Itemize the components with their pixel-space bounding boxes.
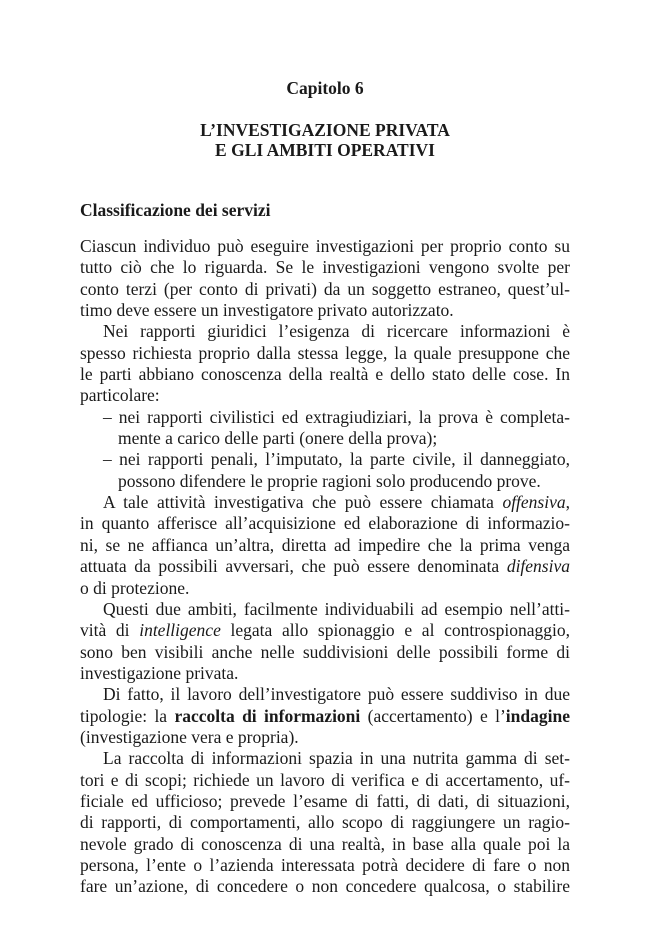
section-heading: Classificazione dei servizi (80, 200, 271, 220)
text-fragment: legata allo spionaggio e al controspionaggio, (220, 620, 570, 641)
text-line: o di protezione. (80, 577, 190, 598)
text-line: spesso richiesta proprio dalla stessa legge, la quale presuppone che (80, 342, 570, 363)
chapter-label: Capitolo 6 (286, 78, 364, 98)
chapter-title-line-1: L’INVESTIGAZIONE PRIVATA (200, 120, 450, 140)
text-line: Nei rapporti giuridici l’esigenza di ricercare informazioni è (103, 321, 570, 342)
text-line (80, 492, 570, 513)
text-line: sono ben visibili anche nelle suddivisioni delle possibili forme di (80, 641, 570, 662)
text-line: ficiale ed ufficioso; prevede l’esame di fatti, di dati, di situazioni, (80, 790, 570, 811)
text-line: Ciascun individuo può eseguire investigazioni per proprio conto su (80, 236, 570, 256)
text-line: tori e di scopi; richiede un lavoro di verifica e di accertamento, uf- (80, 769, 570, 790)
text-line: timo deve essere un investigatore privato autorizzato. (80, 300, 454, 321)
text-line (80, 556, 570, 577)
text-line (80, 620, 570, 641)
text-line: fare un’azione, di concedere o non concedere qualcosa, o stabilire (80, 876, 570, 897)
text-line (80, 706, 570, 727)
text-line: persona, l’ente o l’azienda interessata potrà decidere di fare o non (80, 854, 570, 875)
text-line: Questi due ambiti, facilmente individuabili ad esempio nell’atti- (103, 598, 570, 619)
text-line: nevole grado di conoscenza di una realtà, in base alla quale poi la (80, 833, 570, 854)
text-line: investigazione privata. (80, 662, 239, 683)
text-line: particolare: (80, 385, 160, 406)
text-line: le parti abbiano conoscenza della realtà e dello stato delle cose. In (80, 364, 570, 385)
text-fragment: attuata da possibili avversari, che può essere denominata (80, 556, 507, 577)
text-line: conto terzi (per conto di privati) da un soggetto estraneo, quest’ul- (80, 278, 570, 299)
italic-term: difensiva (506, 556, 570, 577)
bold-term: indagine (505, 705, 570, 726)
text-line: ni, se ne affianca un’altra, diretta ad impedire che la prima venga (80, 534, 570, 555)
text-line: di rapporti, di comportamenti, allo scopo di raggiungere un ragio- (80, 812, 570, 833)
italic-term: intelligence (139, 620, 221, 641)
text-line: tutto ciò che lo riguarda. Se le investigazioni vengono svolte per (80, 257, 570, 278)
chapter-title-line-2: E GLI AMBITI OPERATIVI (215, 140, 435, 160)
chapter-title (80, 120, 570, 160)
list-item-continuation: possono difendere le proprie ragioni solo producendo prove. (118, 470, 541, 491)
text-line: La raccolta di informazioni spazia in una nutrita gamma di set- (103, 748, 570, 769)
body-text (80, 236, 570, 898)
text-fragment: , (565, 492, 570, 513)
bold-term: raccolta di informazioni (174, 705, 361, 726)
text-fragment: tipologie: la (80, 705, 175, 726)
text-fragment: (accertamento) e l’ (360, 705, 506, 726)
list-item-continuation: mente a carico delle parti (onere della prova); (118, 428, 438, 449)
list-item: – nei rapporti penali, l’imputato, la parte civile, il danneggiato, (103, 449, 570, 470)
italic-term: offensiva (502, 492, 566, 513)
text-line: Di fatto, il lavoro dell’investigatore può essere suddiviso in due (103, 684, 570, 705)
list-item: – nei rapporti civilistici ed extragiudiziari, la prova è completa- (103, 406, 570, 427)
text-line: in quanto afferisce all’acquisizione ed elaborazione di informazio- (80, 513, 570, 534)
text-fragment: A tale attività investigativa che può essere chiamata (103, 492, 503, 513)
text-line: (investigazione vera e propria). (80, 726, 299, 747)
text-fragment: vità di (80, 620, 140, 641)
